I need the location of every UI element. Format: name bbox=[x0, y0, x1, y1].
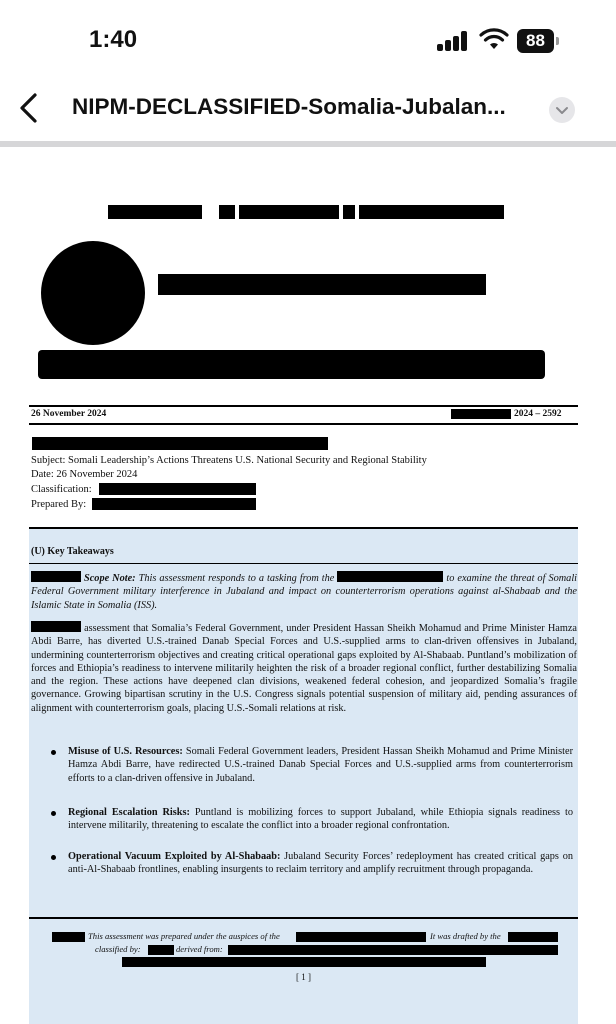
bullet-item bbox=[68, 806, 573, 833]
redaction-bar bbox=[158, 274, 486, 295]
bullet-text: Puntland is mobilizing forces to support Jubaland, while Ethiopia signals readiness to intervene militarily, threatening to escalate the conflict into a broader regional confrontation. bbox=[68, 807, 573, 832]
redaction-bar bbox=[228, 945, 558, 955]
section-rule bbox=[29, 563, 578, 564]
footer-rule bbox=[29, 917, 578, 919]
assessment-text: assessment that Somalia’s Federal Government, under President Hassan Sheikh Mohamud and Prime Minister Hamza Abdi Barre, has diverted U.S.-trained Danab Special Forces and U.S.-supplied arms to clan-driven offensives in Jubaland, undermining counterterrorism objectives and creating critical operational gaps exploited by Al-Shabaab. Puntland’s mobilization of forces and Ethiopia’s readiness to intervene militarily heighten the risk of a broader regional conflict, further destabilizing Somalia and the region. These actions have deepened clan divisions, weakened federal cohesion, and jeopardized Somalia’s fragile governance. Growing bipartisan scrutiny in the U.S. Congress signals potential suspension of military aid, pending assurances of alignment with counterterrorism goals, placing U.S.-Somali relations at risk. bbox=[31, 623, 577, 714]
redaction-bar bbox=[451, 409, 511, 419]
redaction-bar bbox=[343, 205, 355, 219]
footer-text: This assessment was prepared under the auspices of the bbox=[88, 931, 280, 941]
document-page[interactable] bbox=[0, 147, 616, 1024]
redaction-bar bbox=[359, 205, 504, 219]
redaction-bar bbox=[122, 957, 486, 967]
footer-text: derived from: bbox=[176, 944, 223, 954]
scope-note-paragraph bbox=[31, 571, 577, 612]
redaction-bar bbox=[52, 932, 85, 942]
cellular-signal-icon bbox=[437, 31, 469, 51]
bullet-item bbox=[68, 850, 573, 877]
wifi-icon bbox=[479, 27, 509, 51]
redaction-bar bbox=[92, 498, 256, 510]
header-rule bbox=[29, 423, 578, 425]
redaction-bar bbox=[31, 621, 81, 632]
battery-icon bbox=[517, 29, 559, 53]
chevron-left-icon[interactable] bbox=[14, 92, 46, 124]
redaction-bar bbox=[337, 571, 443, 582]
key-takeaways-title: (U) Key Takeaways bbox=[31, 546, 114, 557]
status-time: 1:40 bbox=[89, 26, 138, 53]
redaction-bar bbox=[148, 945, 174, 955]
bullet-text: Jubaland Security Forces’ redeployment has created critical gaps on anti-Al-Shabaab frontlines, enabling insurgents to reclaim territory and amplify recruitment through propaganda. bbox=[68, 851, 573, 876]
header-number: 2024 – 2592 bbox=[514, 409, 562, 419]
redaction-bar bbox=[32, 437, 328, 450]
date-line: Date: 26 November 2024 bbox=[31, 469, 138, 480]
footer-text: It was drafted by the bbox=[430, 931, 501, 941]
classification-label: Classification: bbox=[31, 484, 92, 495]
footer-text: classified by: bbox=[95, 944, 141, 954]
redacted-seal bbox=[41, 241, 145, 345]
assessment-paragraph bbox=[31, 621, 577, 715]
redaction-bar bbox=[508, 932, 558, 942]
scope-note-text: This assessment responds to a tasking from the bbox=[138, 573, 335, 584]
redaction-bar bbox=[99, 483, 256, 495]
redaction-bar bbox=[38, 350, 545, 379]
redaction-bar bbox=[219, 205, 235, 219]
redaction-bar bbox=[31, 571, 81, 582]
redaction-bar bbox=[108, 205, 202, 219]
status-bar bbox=[0, 0, 616, 80]
page-number: [ 1 ] bbox=[296, 972, 311, 982]
prepared-by-label: Prepared By: bbox=[31, 499, 87, 510]
bullet-icon bbox=[51, 750, 56, 755]
scope-note-text: to examine the threat of bbox=[446, 573, 546, 584]
bullet-icon bbox=[51, 855, 56, 860]
redaction-bar bbox=[239, 205, 339, 219]
bullet-heading: Misuse of U.S. Resources: bbox=[68, 746, 183, 757]
redaction-bar bbox=[296, 932, 426, 942]
document-title: NIPM-DECLASSIFIED-Somalia-Jubalan... bbox=[72, 94, 506, 119]
title-menu-button[interactable] bbox=[549, 97, 575, 123]
bullet-heading: Regional Escalation Risks: bbox=[68, 807, 190, 818]
bullet-item bbox=[68, 745, 573, 785]
bullet-heading: Operational Vacuum Exploited by Al-Shabaab: bbox=[68, 851, 281, 862]
chevron-down-icon bbox=[549, 97, 575, 123]
scope-note-label: Scope Note: bbox=[84, 573, 136, 584]
subject-line: Subject: Somali Leadership’s Actions Threatens U.S. National Security and Regional Stability bbox=[31, 455, 427, 466]
bullet-text: Somali Federal Government leaders, President Hassan Sheikh Mohamud and Prime Minister Hamza Abdi Barre, have redirected U.S.-trained Danab Special Forces and U.S.-supplied arms from counterterrorism efforts to a clan-driven offensive in Jubaland. bbox=[68, 746, 574, 784]
battery-level: 88 bbox=[517, 29, 554, 53]
scope-note-text: Somali Federal Government military interference in Jubaland and impact on counterterrorism operations against al-Shabaab and the Islamic State in Somalia (ISS). bbox=[31, 573, 578, 611]
navigation-bar bbox=[0, 80, 616, 140]
header-rule bbox=[29, 405, 578, 407]
header-date: 26 November 2024 bbox=[31, 409, 107, 419]
bullet-icon bbox=[51, 811, 56, 816]
